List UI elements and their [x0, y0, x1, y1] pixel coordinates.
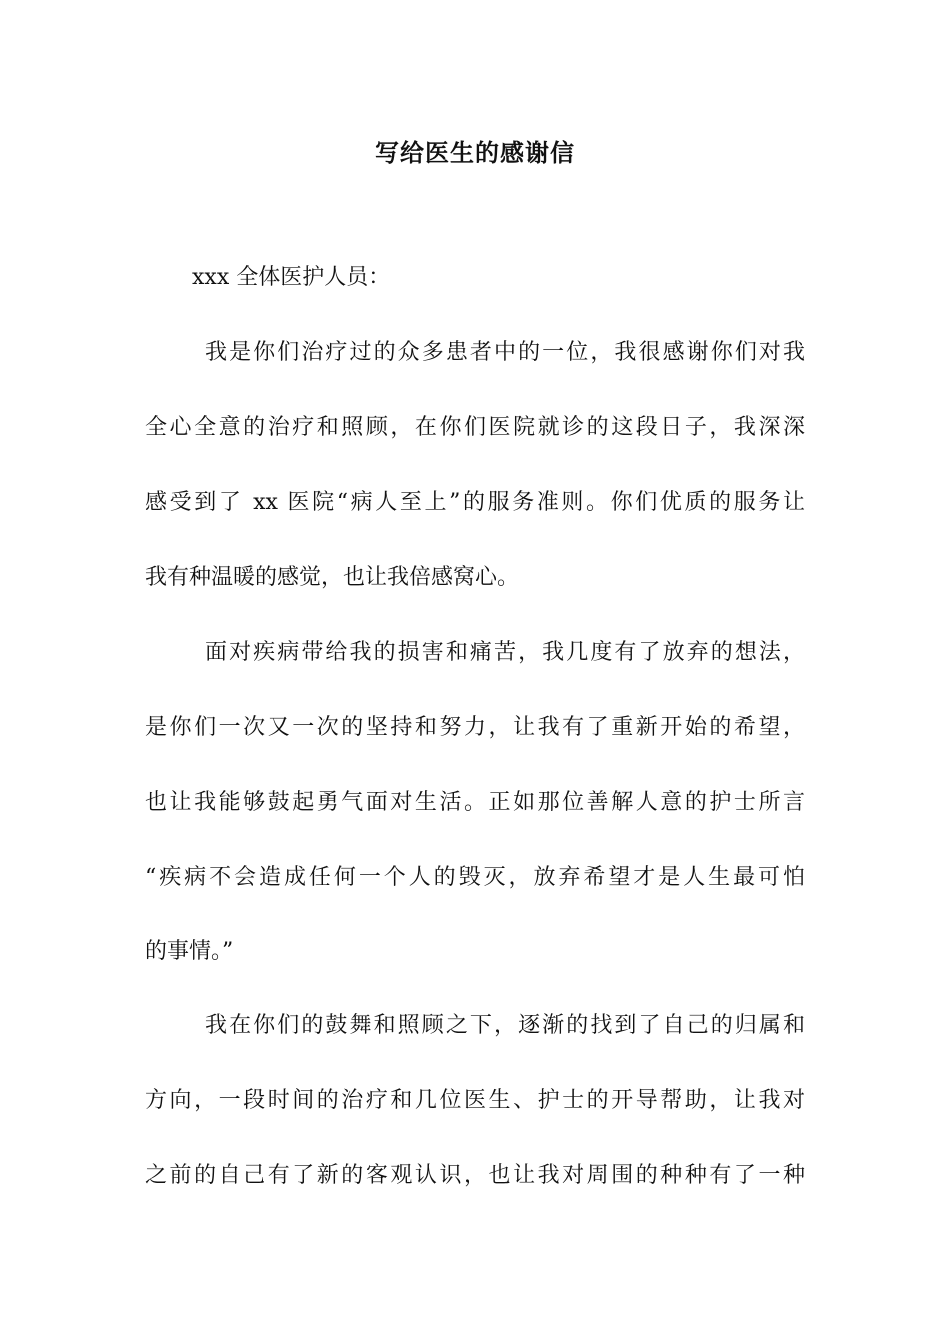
paragraph-1-line-4: 我有种温暖的感觉，也让我倍感窝心。: [145, 565, 520, 590]
paragraph-3-line-2: 方向，一段时间的治疗和几位医生、护士的开导帮助，让我对: [145, 1088, 805, 1113]
paragraph-1-line-3: 感受到了 xx 医院“病人至上”的服务准则。你们优质的服务让: [145, 490, 805, 515]
paragraph-3-line-3: 之前的自己有了新的客观认识，也让我对周围的种种有了一种: [145, 1163, 805, 1188]
paragraph-1-line-1: 我是你们治疗过的众多患者中的一位，我很感谢你们对我: [205, 340, 805, 365]
paragraph-2-line-4: “疾病不会造成任何一个人的毁灭，放弃希望才是人生最可怕: [145, 865, 805, 890]
paragraph-1-line-2: 全心全意的治疗和照顾，在你们医院就诊的这段日子，我深深: [145, 415, 805, 440]
paragraph-3-line-1: 我在你们的鼓舞和照顾之下，逐渐的找到了自己的归属和: [205, 1013, 805, 1038]
paragraph-2-line-3: 也让我能够鼓起勇气面对生活。正如那位善解人意的护士所言: [145, 790, 805, 815]
paragraph-2-line-5: 的事情。”: [145, 939, 234, 964]
salutation: xxx 全体医护人员：: [192, 265, 391, 290]
document-title: 写给医生的感谢信: [375, 138, 575, 167]
paragraph-2-line-2: 是你们一次又一次的坚持和努力，让我有了重新开始的希望，: [145, 715, 805, 740]
paragraph-2-line-1: 面对疾病带给我的损害和痛苦，我几度有了放弃的想法，: [205, 640, 805, 665]
